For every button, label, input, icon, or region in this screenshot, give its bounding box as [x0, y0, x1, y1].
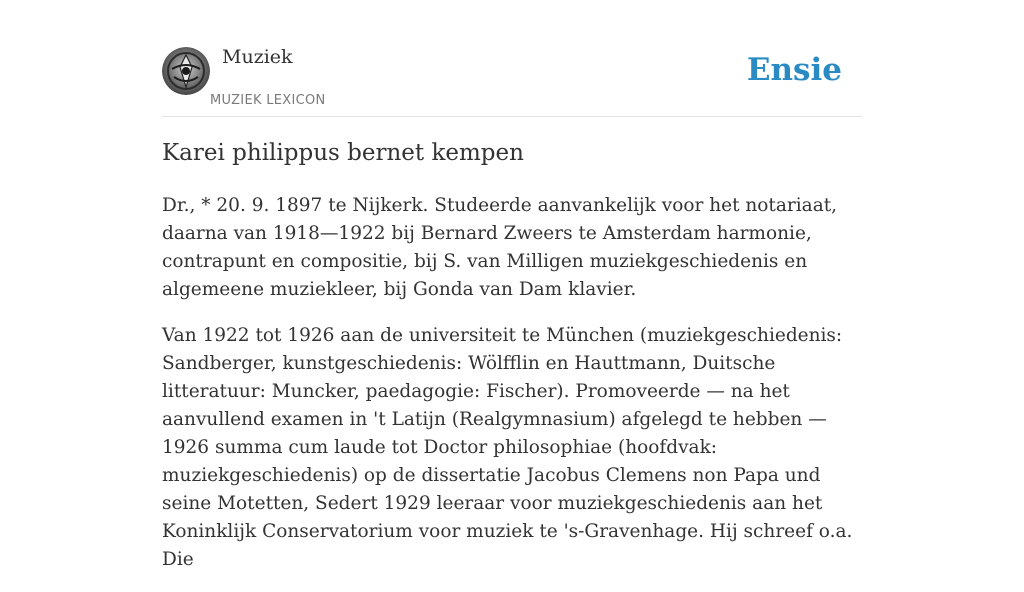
site-name[interactable]: Muziek: [222, 46, 293, 68]
article-title: Karei philippus bernet kempen: [162, 140, 524, 166]
article-body: [162, 192, 862, 592]
article-paragraph: Van 1922 tot 1926 aan de universiteit te München (muziekgeschiedenis: Sandberger, kunstgeschiedenis: Wölfflin en Hauttmann, Duitsche litteratuur: Muncker, paedagogie: Fischer). Promoveerde — na het aanvullend examen in 't Latijn (Realgymnasium) afgelegd te hebben — 1926 summa cum laude tot Doctor philosophiae (hoofdvak: muziekgeschiedenis) op de dissertatie Jacobus Clemens non Papa und seine Motetten, Sedert 1929 leeraar voor muziekgeschiedenis aan het Koninklijk Conservatorium voor muziek te 's-Gravenhage. Hij schreef o.a. Die: [162, 325, 853, 570]
brand-logo[interactable]: Ensie: [746, 52, 842, 88]
site-header: [162, 0, 862, 117]
page: [162, 0, 862, 570]
article-paragraph: Dr., * 20. 9. 1897 te Nijkerk. Studeerde aanvankelijk voor het notariaat, daarna van 1918—1922 bij Bernard Zweers te Amsterdam harmonie, contrapunt en compositie, bij S. van Milligen muziekgeschiedenis en algemeene muziekleer, bij Gonda van Dam klavier.: [162, 195, 838, 300]
site-subtitle[interactable]: MUZIEK LEXICON: [210, 93, 326, 108]
muziek-emblem-icon[interactable]: [162, 47, 210, 95]
